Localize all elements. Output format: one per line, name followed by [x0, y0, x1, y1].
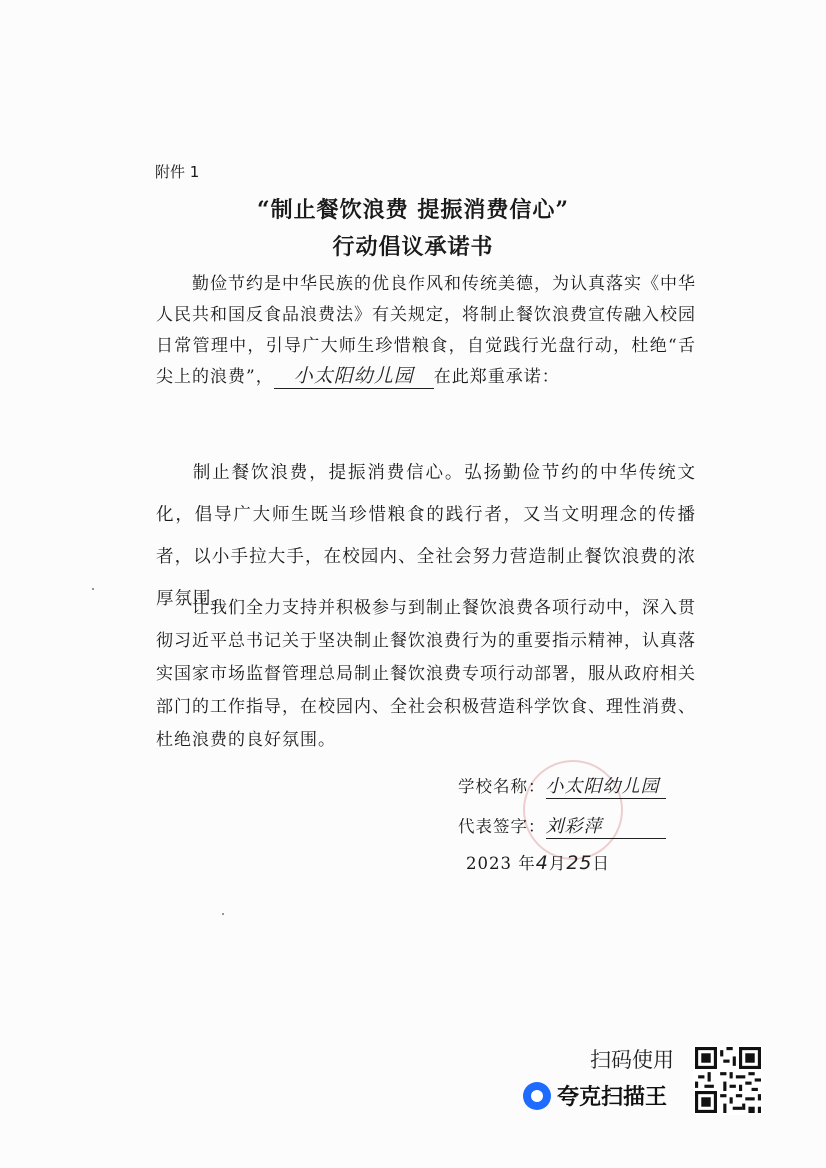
school-name-label: 学校名称：	[458, 777, 546, 796]
date-month-suffix: 月	[548, 854, 567, 873]
date-month: 4	[535, 852, 549, 874]
scan-speck	[222, 913, 224, 915]
qr-code-icon[interactable]	[693, 1045, 763, 1115]
document-title-line2: 行动倡议承诺书	[332, 234, 494, 260]
attachment-label: 附件 1	[155, 163, 200, 181]
intro-text-a: 勤俭节约是中华民族的优良作风和传统美德，为认真落实《中华人民共和国反食品浪费法》有关规定，将制止餐饮浪费宣传融入校园日常管理中，引导广大师生珍惜粮食，自觉践行光盘行动，杜绝“舌尖上的浪费”，	[156, 274, 696, 387]
date-day-suffix: 日	[592, 854, 611, 873]
document-title-line1: “制止餐饮浪费 提振消费信心”	[257, 197, 569, 223]
representative-label: 代表签字：	[458, 817, 546, 836]
representative-row	[458, 812, 666, 839]
scan-to-use-label: 扫码使用	[590, 1048, 674, 1072]
handwritten-school-name: 小太阳幼儿园	[274, 364, 434, 389]
date-year: 2023 年	[466, 854, 536, 873]
school-name-row	[458, 772, 666, 799]
scan-speck	[92, 588, 94, 590]
representative-signature: 刘彩萍	[546, 812, 666, 839]
paragraph-action	[156, 592, 696, 757]
pledge-text: 制止餐饮浪费，提振消费信心。弘扬勤俭节约的中华传统文化，倡导广大师生既当珍惜粮食的践行者，又当文明理念的传播者，以小手拉大手，在校园内、全社会努力营造制止餐饮浪费的浓厚氛围。	[156, 463, 696, 609]
quark-logo-icon	[523, 1082, 551, 1110]
action-text: 让我们全力支持并积极参与到制止餐饮浪费各项行动中，深入贯彻习近平总书记关于坚决制止餐饮浪费行为的重要指示精神，认真落实国家市场监督管理总局制止餐饮浪费专项行动部署，服从政府相关部门的工作指导，在校园内、全社会积极营造科学饮食、理性消费、杜绝浪费的良好氛围。	[156, 598, 696, 750]
paragraph-intro	[156, 269, 696, 393]
brand-watermark	[523, 1080, 667, 1111]
date-row	[466, 850, 610, 874]
school-name-value: 小太阳幼儿园	[546, 772, 666, 799]
date-day: 25	[566, 852, 593, 874]
brand-name: 夸克扫描王	[557, 1085, 668, 1110]
intro-text-b: 在此郑重承诺：	[433, 367, 560, 387]
